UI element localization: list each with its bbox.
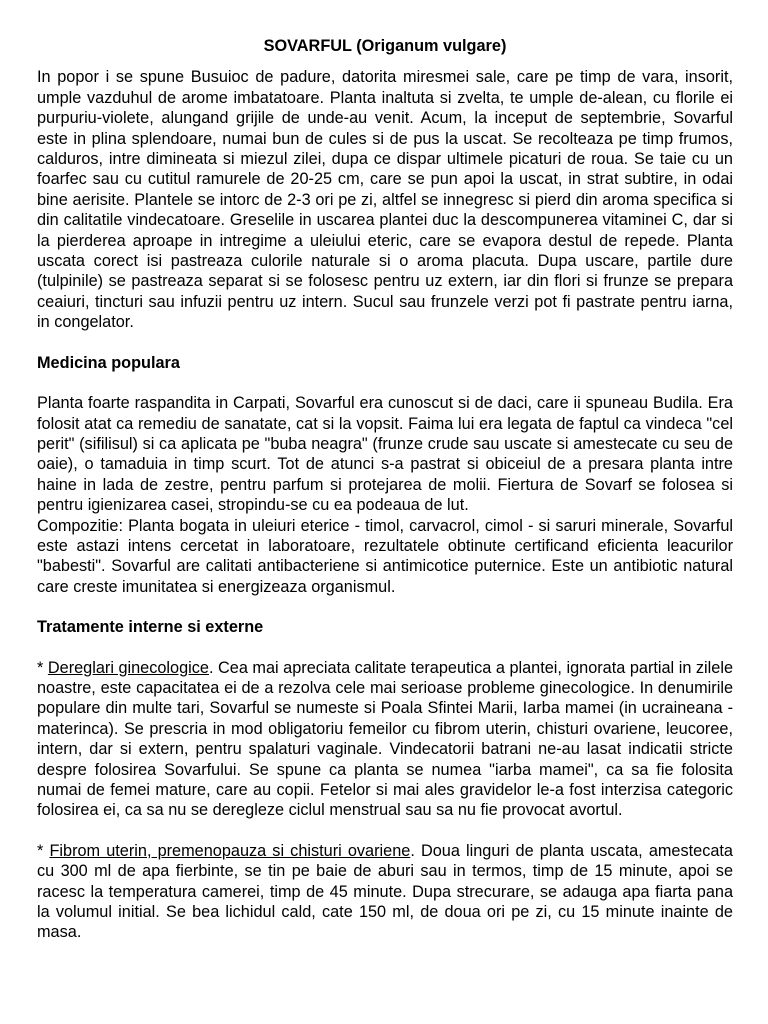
treatment-item-dereglari: [37, 658, 733, 821]
section-heading-medicina-populara: Medicina populara: [37, 353, 180, 372]
section-heading-tratamente: Tratamente interne si externe: [37, 618, 264, 637]
bullet-marker: *: [37, 841, 50, 860]
spacer: [37, 597, 733, 617]
treatment-text-fibrom: . Doua linguri de planta uscata, amestecata cu 300 ml de apa fierbinte, se tin pe baie de aburi sau in termos, timp de 15 minute, apoi se racesc la temperatura camerei, timp de 45 minute. Dupa strecurare, se adauga apa fiarta pana la volumul initial. Se bea lichidul cald, cate 150 ml, de doua ori pe zi, cu 15 minute inainte de masa.: [37, 841, 733, 942]
spacer: [37, 333, 733, 353]
document-title: SOVARFUL (Origanum vulgare): [263, 37, 507, 55]
compozitie-paragraph: Compozitie: Planta bogata in uleiuri eterice - timol, carvacrol, cimol - si saruri minerale, Sovarful este astazi intens cercetat in laboratoare, rezultatele obtinute certificand eficienta leacurilor "babesti". Sovarful are calitati antibacteriene si antimicotice puternice. Este un antibiotic natural care creste imunitatea si energizeaza organismul.: [37, 516, 733, 596]
document-page: [37, 36, 733, 943]
intro-paragraph: In popor i se spune Busuioc de padure, datorita miresmei sale, care pe timp de vara, insorit, umple vazduhul de arome imbatatoare. Planta inaltuta si zvelta, te umple de-alean, cu florile ei purpuriu-violete, alungand grijile de unde-au venit. Acum, la inceput de septembrie, Sovarful este in plina splendoare, numai bun de cules si de pus la uscat. Se recolteaza pe timp frumos, calduros, intre dimineata si miezul zilei, dupa ce dispar ultimele picaturi de roua. Se taie cu un foarfec sau cu cutitul ramurele de 20-25 cm, care se pun apoi la uscat, in strat subtire, in odai bine aerisite. Plantele se intorc de 2-3 ori pe zi, altfel se innegresc si pierd din aroma specifica si din calitatile vindecatoare. Greselile in uscarea plantei duc la descompunerea vitaminei C, dar si la pierderea aproape in intregime a uleiului eteric, care se evapora destul de repede. Planta uscata corect isi pastreaza culorile naturale si o aroma placuta. Dupa uscare, partile dure (tulpinile) se pastreaza separat si se folosesc pentru uz extern, iar din flori si frunze se prepara ceaiuri, tincturi sau infuzii pentru uz intern. Sucul sau frunzele verzi pot fi pastrate pentru iarna, in congelator.: [37, 68, 733, 332]
spacer: [37, 821, 733, 841]
treatment-title-dereglari: Dereglari ginecologice: [47, 658, 209, 677]
bullet-marker: *: [37, 658, 48, 677]
spacer: [37, 373, 733, 393]
treatment-item-fibrom: [37, 841, 733, 943]
treatment-title-fibrom: Fibrom uterin, premenopauza si chisturi ovariene: [49, 841, 411, 860]
treatment-text-dereglari: . Cea mai apreciata calitate terapeutica a plantei, ignorata partial in zilele noastre, este capacitatea ei de a rezolva cele mai serioase probleme ginecologice. In denumirile populare din multe tari, Sovarful se numeste si Poala Sfintei Marii, Iarba mamei (in ucraineana - materinca). Se prescria in mod obligatoriu femeilor cu fibrom uterin, chisturi ovariene, leucoree, intern, dar si extern, pentru spalaturi vaginale. Vindecatorii batrani ne-au lasat indicatii stricte despre folosirea Sovarfului. Se spune ca planta se numea "iarba mamei", ca sa fie folosita numai de femei mature, care au copii. Fetelor si mai ales gravidelor le-a fost interzisa categoric folosirea ei, ca sa nu se deregleze ciclul menstrual sau sa nu fie provocat avortul.: [37, 658, 733, 820]
medicina-populara-paragraph: Planta foarte raspandita in Carpati, Sovarful era cunoscut si de daci, care ii spuneau Budila. Era folosit atat ca remediu de sanatate, cat si la vopsit. Faima lui era legata de faptul ca vindeca "cel perit" (sifilisul) si ca aplicata pe "buba neagra" (frunze crude sau uscate si amestecate cu seu de oaie), o tamaduia in timp scurt. Tot de atunci s-a pastrat si obiceiul de a presara planta intre haine in lada de zestre, pentru parfum si protejarea de molii. Fiertura de Sovarf se folosea si pentru igienizarea casei, stropindu-se cu ea podeaua de lut.: [37, 394, 733, 515]
spacer: [37, 638, 733, 658]
